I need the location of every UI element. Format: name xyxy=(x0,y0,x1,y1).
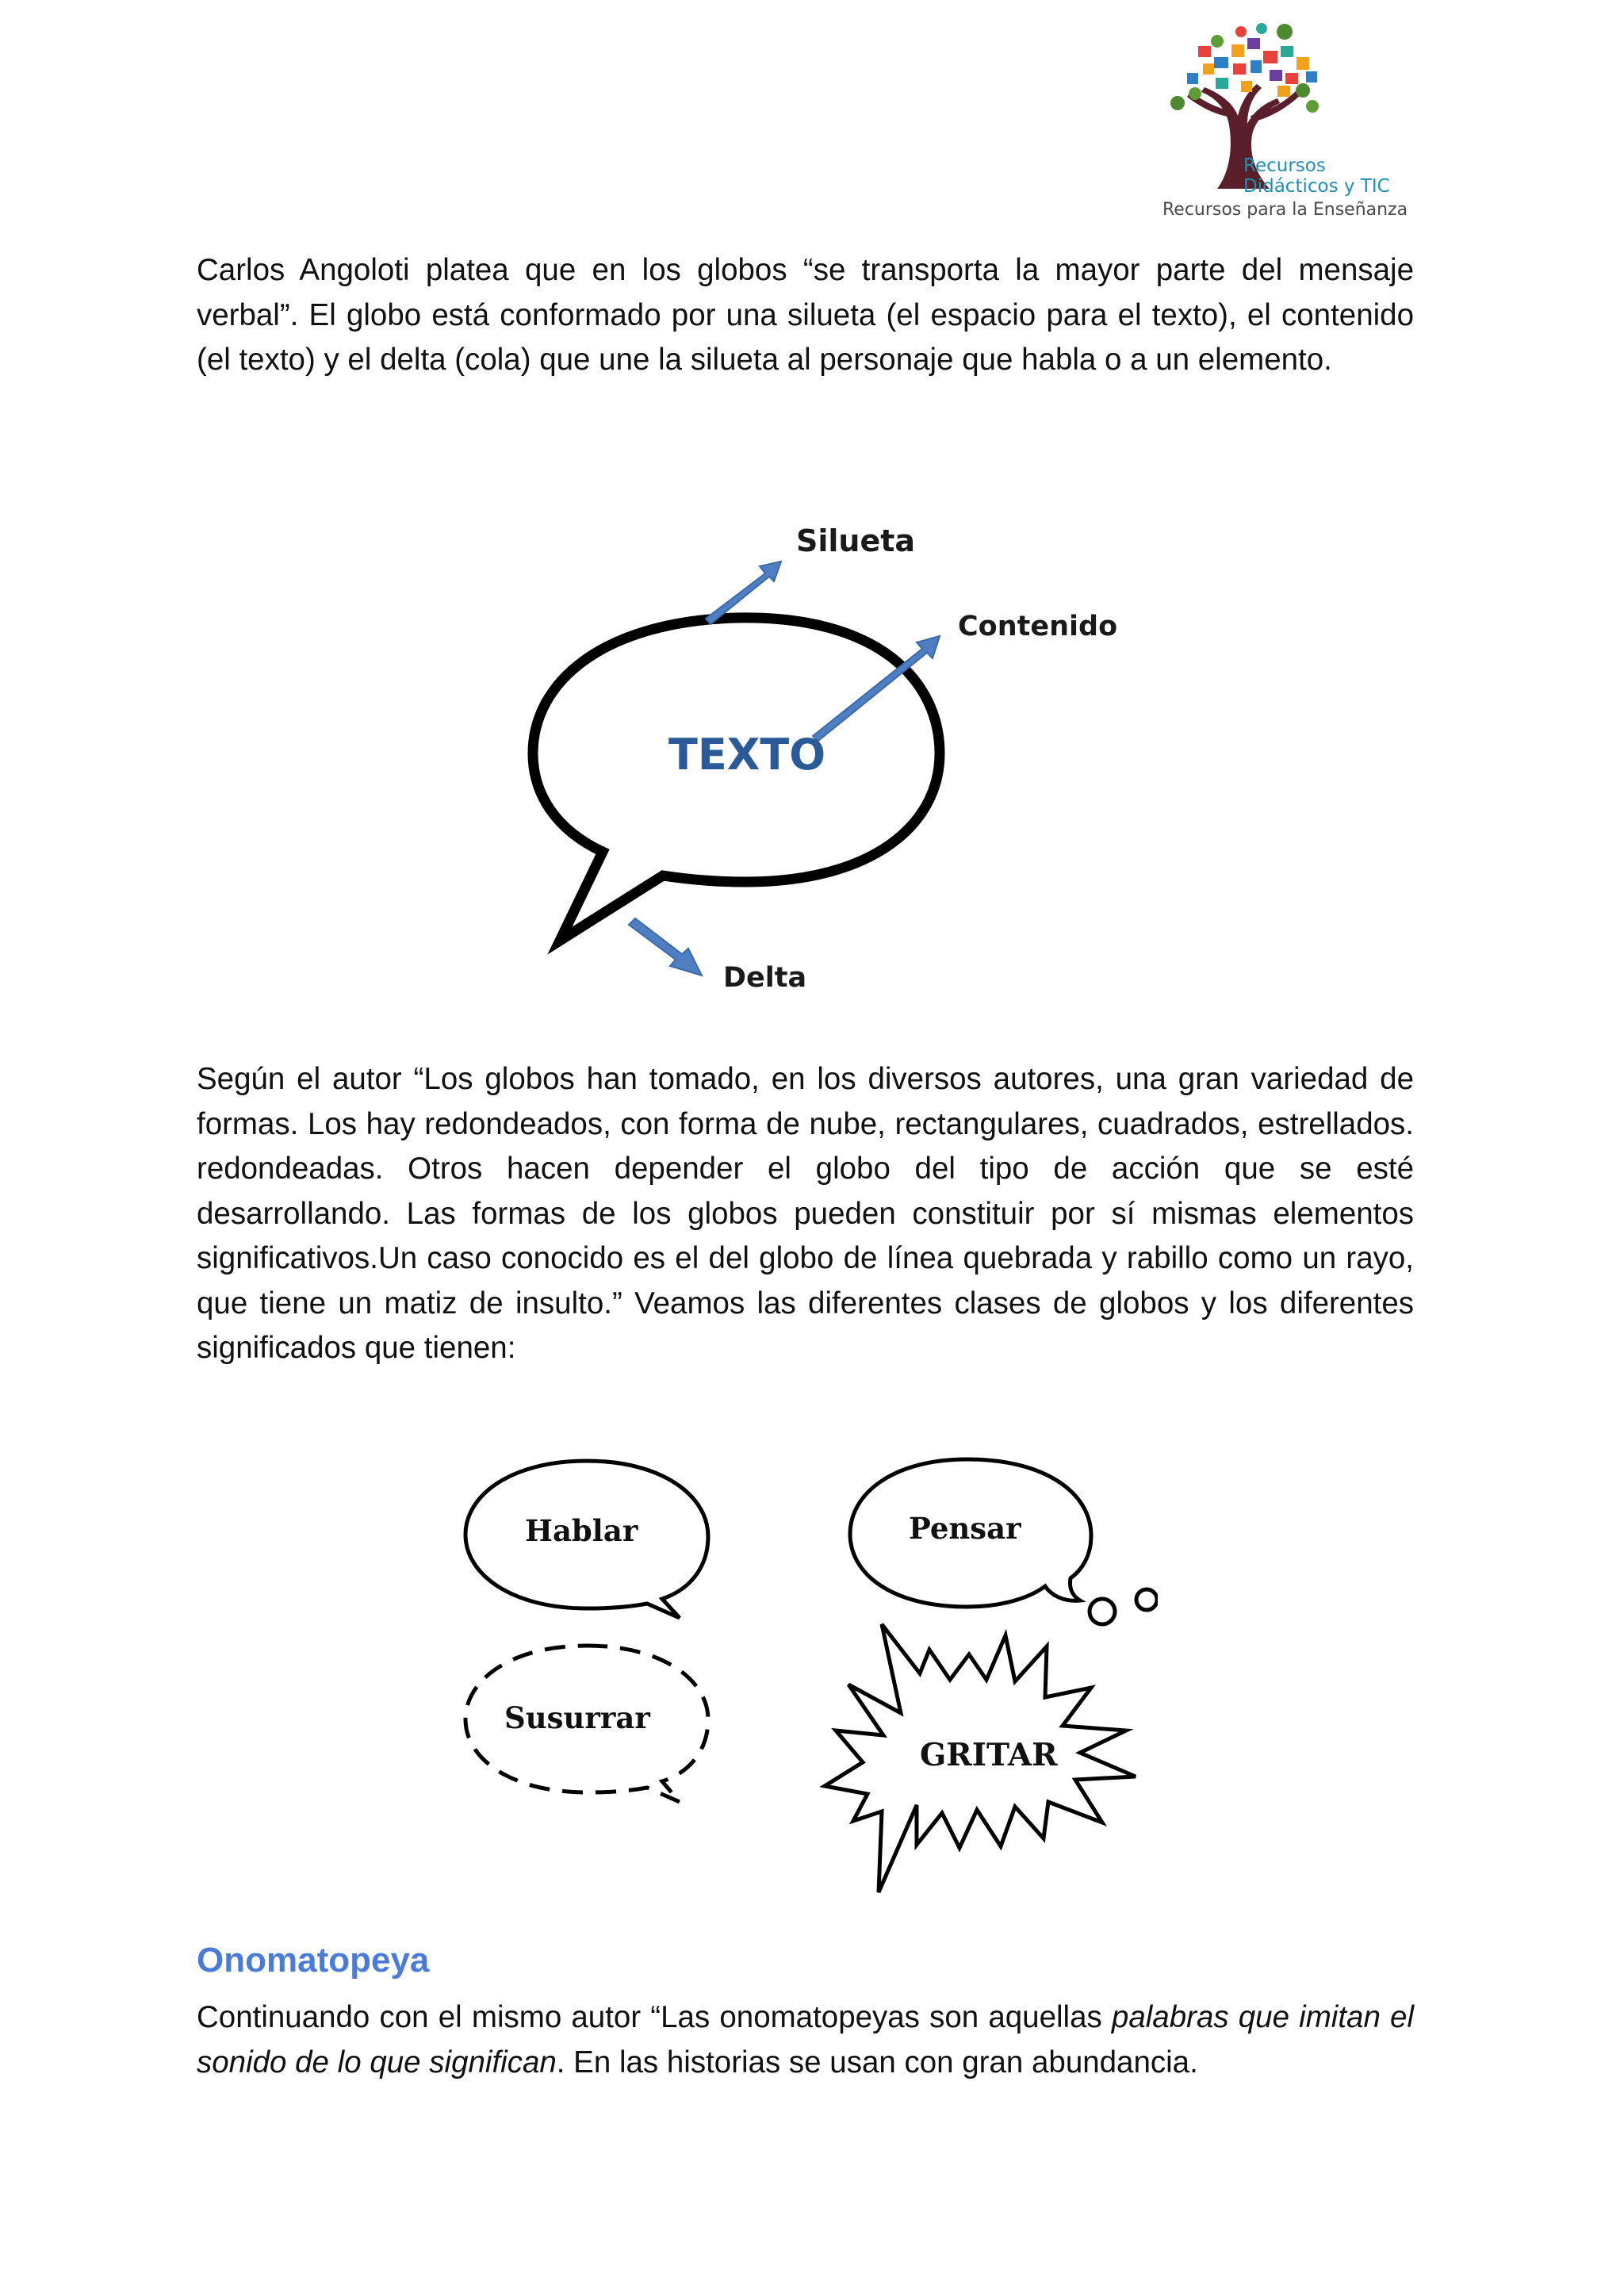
label-gritar: GRITAR xyxy=(920,1737,1058,1773)
logo-title-line-1: Recursos xyxy=(1243,155,1326,176)
balloon-types-illustration xyxy=(444,1435,1158,1903)
label-hablar: Hablar xyxy=(525,1513,638,1548)
logo-title-line-2: Didácticos y TIC xyxy=(1243,176,1390,197)
label-delta: Delta xyxy=(723,962,807,994)
balloon-forms-paragraph: Según el autor “Los globos han tomado, en los diversos autores, una gran variedad de formas. Los hay redondeados, con forma de nube, rectangulares, cuadrados, estrellados. redondeadas. Otros hacen depender el globo del tipo de acción que se esté desarrollando. Las formas de los globos pueden constituir por sí mismas elementos significativos.Un caso conocido es el del globo de línea quebrada y rabillo como un rayo, que tiene un matiz de insulto.” Veamos las diferentes clases de globos y los diferentes significados que tienen: xyxy=(197,1062,1414,1365)
label-silueta: Silueta xyxy=(796,523,916,558)
thought-bubble-small xyxy=(1136,1589,1157,1610)
section-heading: Onomatopeya xyxy=(197,1941,430,1980)
arrow-delta xyxy=(629,918,702,976)
paragraph-text-start: Continuando con el mismo autor “Las onomatopeyas son aquellas xyxy=(197,2000,1112,2034)
paragraph-text-end: . En las historias se usan con gran abundancia. xyxy=(556,2045,1198,2079)
label-susurrar: Susurrar xyxy=(504,1700,650,1735)
logo-subtitle: Recursos para la Enseñanza xyxy=(1162,200,1408,220)
label-contenido: Contenido xyxy=(958,611,1118,642)
balloon-center-text: TEXTO xyxy=(668,730,826,780)
intro-paragraph: Carlos Angoloti platea que en los globos “se transporta la mayor parte del mensaje verbal”. El globo está conformado por una silueta (el espacio para el texto), el contenido (el texto) y el delta (cola) que une la silueta al personaje que habla o a un elemento. xyxy=(197,253,1414,377)
thought-bubble-large xyxy=(1090,1599,1115,1624)
label-pensar: Pensar xyxy=(909,1511,1021,1546)
paragraph-italic-phrase: palabras que imitan el sonido de lo que significan xyxy=(197,2000,1414,2079)
onomatopoeia-paragraph xyxy=(197,1995,1414,2085)
